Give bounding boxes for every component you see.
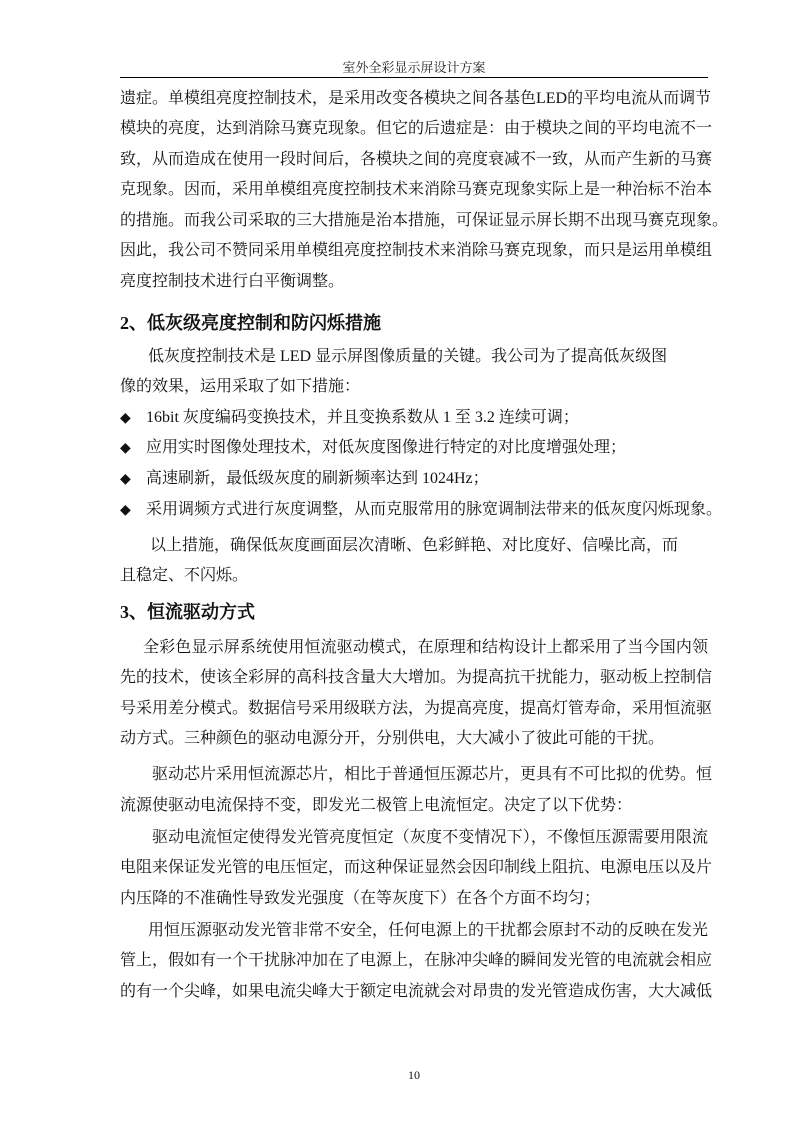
- paragraph-line: 且稳定、不闪烁。: [120, 567, 249, 584]
- page-number: 10: [408, 1068, 420, 1082]
- diamond-bullet-icon: ◆: [120, 441, 131, 456]
- paragraph-line: 的措施。而我公司采取的三大措施是治本措施，可保证显示屏长期不出现马赛克现象。: [120, 212, 729, 229]
- paragraph-line: 低灰度控制技术是 LED 显示屏图像质量的关键。我公司为了提高低灰级图: [148, 348, 668, 365]
- paragraph-line: 电阻来保证发光管的电压恒定，而这种保证显然会因印制线上阻抗、电源电压以及片: [120, 859, 713, 876]
- bullet-item: [120, 407, 708, 430]
- diamond-bullet-icon: ◆: [120, 472, 131, 487]
- bullet-item: [120, 468, 708, 491]
- paragraph-line: 模块的亮度，达到消除马赛克现象。但它的后遗症是：由于模块之间的平均电流不一: [120, 120, 713, 137]
- paragraph-line: 遗症。单模组亮度控制技术，是采用改变各模块之间各基色LED的平均电流从而调节: [120, 90, 712, 107]
- paragraph-line: 因此，我公司不赞同采用单模组亮度控制技术来消除马赛克现象，而只是运用单模组: [120, 242, 713, 259]
- bullet-item: [120, 499, 723, 522]
- paragraph-line: 用恒压源驱动发光管非常不安全，任何电源上的干扰都会原封不动的反映在发光: [148, 922, 709, 939]
- diamond-bullet-icon: ◆: [120, 411, 131, 426]
- paragraph-line: 驱动电流恒定使得发光管亮度恒定（灰度不变情况下），不像恒压源需要用限流: [152, 829, 708, 846]
- running-header: 室外全彩显示屏设计方案: [342, 60, 486, 75]
- paragraph-line: 号采用差分模式。数据信号采用级联方法，为提高亮度，提高灯管寿命，采用恒流驱: [120, 700, 713, 717]
- paragraph-line: 内压降的不准确性导致发光强度（在等灰度下）在各个方面不均匀；: [120, 890, 601, 907]
- bullet-text: 应用实时图像处理技术，对低灰度图像进行特定的对比度增强处理；: [146, 439, 627, 456]
- paragraph-line: 像的效果，运用采取了如下措施：: [120, 378, 361, 395]
- paragraph-line: 全彩色显示屏系统使用恒流驱动模式，在原理和结构设计上都采用了当今国内领: [143, 639, 708, 656]
- paragraph-line: 驱动芯片采用恒流源芯片，相比于普通恒压源芯片，更具有不可比拟的优势。恒: [152, 766, 713, 783]
- section-heading: 3、恒流驱动方式: [120, 602, 255, 622]
- bullet-text: 16bit 灰度编码变换技术，并且变换系数从 1 至 3.2 连续可调；: [146, 409, 579, 426]
- paragraph-line: 以上措施，确保低灰度画面层次清晰、色彩鲜艳、对比度好、信噪比高，而: [150, 537, 679, 554]
- paragraph-line: 亮度控制技术进行白平衡调整。: [120, 273, 345, 290]
- diamond-bullet-icon: ◆: [120, 503, 131, 518]
- section-heading: 2、低灰级亮度控制和防闪烁措施: [120, 313, 381, 333]
- paragraph-line: 先的技术，使该全彩屏的高科技含量大大增加。为提高抗干扰能力，驱动板上控制信: [120, 669, 713, 686]
- paragraph-line: 管上，假如有一个干扰脉冲加在了电源上，在脉冲尖峰的瞬间发光管的电流就会相应: [120, 952, 713, 969]
- paragraph-line: 的有一个尖峰，如果电流尖峰大于额定电流就会对昂贵的发光管造成伤害，大大减低: [120, 983, 713, 1000]
- header-rule: [120, 77, 708, 78]
- paragraph-line: 致，从而造成在使用一段时间后，各模块之间的亮度衰减不一致，从而产生新的马赛: [120, 151, 713, 168]
- bullet-text: 高速刷新，最低级灰度的刷新频率达到 1024Hz；: [146, 470, 489, 487]
- paragraph-line: 动方式。三种颜色的驱动电源分开，分别供电，大大减小了彼此可能的干扰。: [120, 730, 665, 747]
- paragraph-line: 流源使驱动电流保持不变，即发光二极管上电流恒定。决定了以下优势：: [120, 797, 633, 814]
- bullet-text: 采用调频方式进行灰度调整，从而克服常用的脉宽调制法带来的低灰度闪烁现象。: [146, 501, 723, 518]
- bullet-item: [120, 437, 708, 460]
- paragraph-line: 克现象。因而，采用单模组亮度控制技术来消除马赛克现象实际上是一种治标不治本: [120, 181, 713, 198]
